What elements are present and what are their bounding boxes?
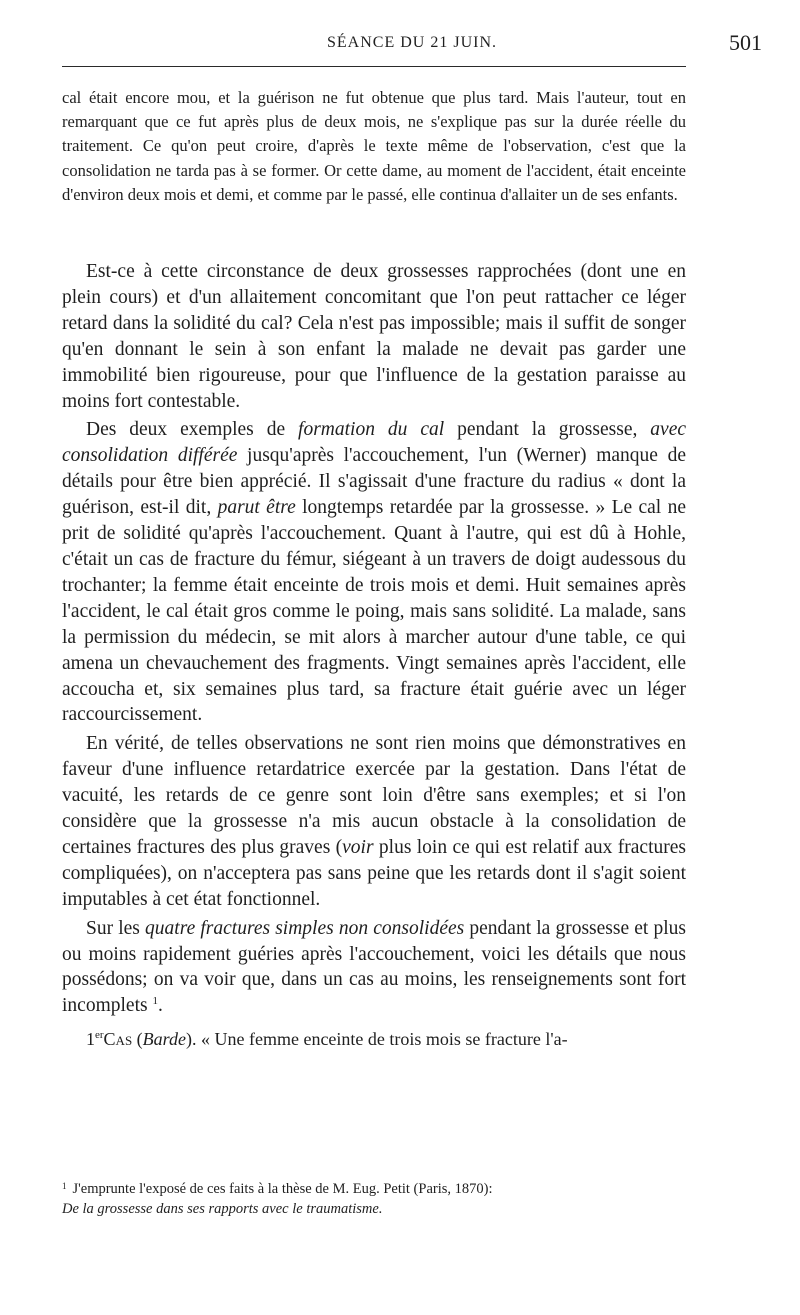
p2-text-e: jusqu'après l'accouchement, l'un (Werner) manque de détails pour être bien apprécié. Il s'agissait d'une fracture du radius « dont la guérison, est-il dit,	[62, 445, 686, 519]
case-author: Barde	[142, 1029, 186, 1050]
header-rule	[62, 66, 686, 67]
footnote-ref: 1	[152, 995, 158, 1008]
p3-text-c: plus loin ce qui est relatif aux fractures compliquées), on n'acceptera pas sans peine que les retards dont il s'agit soient imputables à cet état fonctionnel.	[62, 836, 686, 910]
footnote-number: 1	[62, 1181, 67, 1191]
small-print-paragraph	[62, 86, 686, 207]
case-number: 1	[86, 1029, 95, 1050]
paragraph-case-1	[62, 1027, 686, 1053]
p2-italic-formation: formation du cal	[298, 419, 445, 441]
p4-text-c: pendant la grossesse et plus ou moins rapidement guéries après l'accouchement, voici les détails que nous possédons; on va voir que, dans un cas au moins, les renseignements sont fort incomplets	[62, 917, 686, 1017]
paragraph-1: Est-ce à cette circonstance de deux grossesses rapprochées (dont une en plein cours) et d'un allaitement concomitant que l'on peut rattacher ce léger retard dans la solidité du cal? Cela n'est pas impossible; mais il suffit de songer qu'en donnant le sein à son enfant la malade ne devait pas garder une immobilité bien rigoureuse, pour que l'influence de la gestation paraisse au moins fort contestable.	[62, 261, 686, 412]
paragraph-2	[62, 417, 686, 728]
p4-italic-fractures: quatre fractures simples non consolidées	[145, 917, 465, 939]
case-paren: (	[132, 1029, 143, 1050]
case-label: Cas	[103, 1029, 133, 1050]
case-text: ). « Une femme enceinte de trois mois se fracture l'a-	[186, 1029, 568, 1050]
p2-italic-consolidation: avec consolidation différée	[62, 419, 687, 467]
paragraph-3	[62, 731, 686, 912]
p2-text-c: pendant la grossesse,	[444, 419, 651, 441]
p4-text-d: .	[157, 995, 163, 1017]
small-print-text: cal était encore mou, et la guérison ne fut obtenue que plus tard. Mais l'auteur, tout en remarquant que ce fut après plus de deux mois, ne s'explique pas sur la durée réelle du traitement. Ce qu'on peut croire, d'après le texte même de l'observation, c'est que la consolidation ne tarda pas à se former. Or cette dame, au moment de l'accident, était enceinte d'environ deux mois et demi, et comme par le passé, elle continua d'allaiter un de ses enfants.	[62, 88, 686, 204]
case-number-suffix: er	[95, 1029, 104, 1042]
page-number: 501	[729, 30, 762, 55]
p3-text-a: En vérité, de telles observations ne sont rien moins que démonstratives en faveur d'une influence retardatrice exercée par la gestation. Dans l'état de vacuité, les retards de ce genre sont loin d'être sans exemples; et si l'on considère que la grossesse n'a mis aucun obstacle à la consolidation de certaines fractures des plus graves (	[62, 733, 686, 858]
footnote-line-2	[62, 1199, 686, 1219]
footnote-line-1	[62, 1176, 686, 1199]
footnote-title: De la grossesse dans ses rapports avec le traumatisme.	[62, 1201, 383, 1217]
p4-text-a: Sur les	[86, 917, 146, 939]
main-text	[62, 259, 686, 1053]
running-title: SÉANCE DU 21 JUIN.	[327, 34, 497, 51]
footnote	[62, 1176, 686, 1219]
p2-text-g: longtemps retardée par la grossesse. » Le cal ne prit de solidité qu'après l'accouchement. Quant à l'autre, qui est dû à Hohle, c'était un cas de fracture du fémur, siégeant à un travers de doigt audessous du trochanter; la femme était enceinte de trois mois et demi. Huit semaines après l'accident, le cal était gros comme le poing, mais sans solidité. La malade, sans la permission du médecin, se mit alors à marcher autour d'une table, ce qui amena un chevauchement des fragments. Vingt semaines après l'accident, elle accoucha et, six semaines plus tard, sa fracture était guérie avec un léger raccourcissement.	[62, 497, 686, 726]
paragraph-4	[62, 916, 686, 1020]
p2-italic-parut: parut être	[217, 497, 296, 519]
p3-italic-voir: voir	[342, 836, 374, 858]
footnote-text: J'emprunte l'exposé de ces faits à la thèse de M. Eug. Petit (Paris, 1870):	[72, 1181, 493, 1197]
running-head	[62, 22, 762, 62]
p2-text-a: Des deux exemples de	[86, 419, 299, 441]
